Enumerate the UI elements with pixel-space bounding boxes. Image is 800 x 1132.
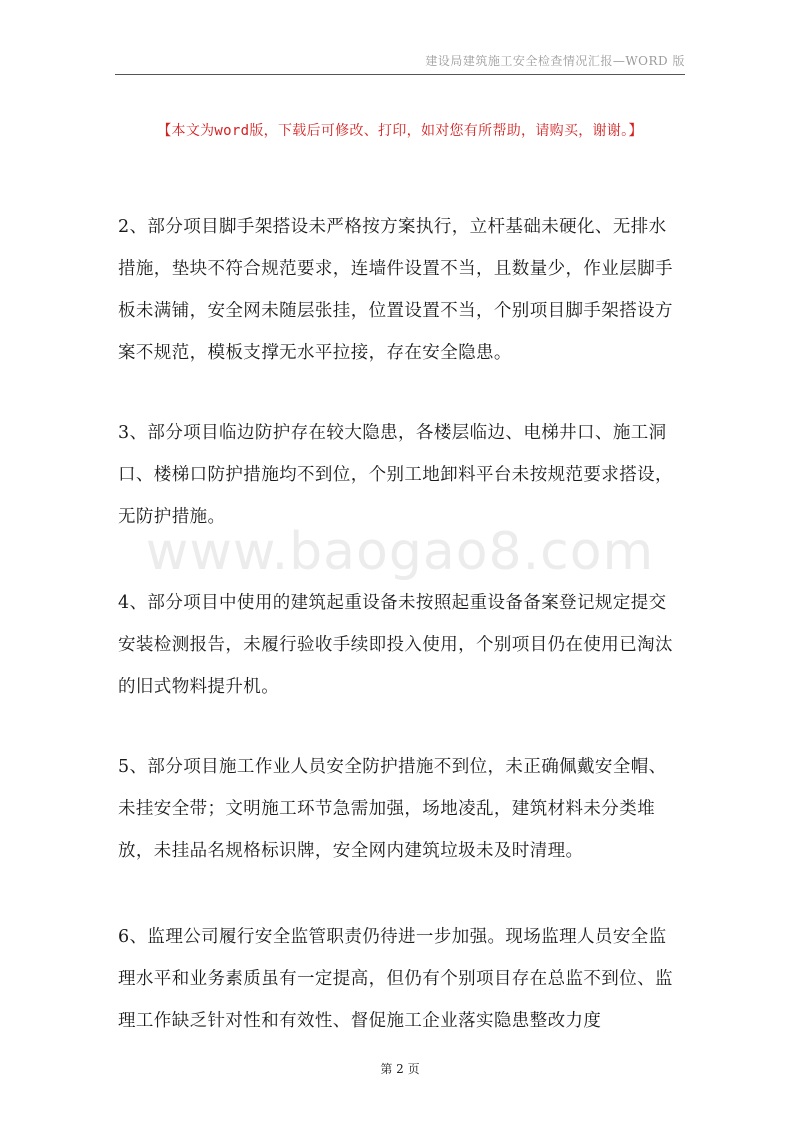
page-header bbox=[115, 52, 685, 75]
purchase-notice: 【本文为word版，下载后可修改、打印，如对您有所帮助，请购买，谢谢。】 bbox=[157, 123, 643, 139]
paragraph-item-2: 2、部分项目脚手架搭设未严格按方案执行，立杆基础未硬化、无排水措施，垫块不符合规范要求，连墙件设置不当，且数量少，作业层脚手板未满铺，安全网未随层张挂，位置设置不当，个别项目脚手架搭设方案不规范，模板支撑无水平拉接，存在安全隐患。 bbox=[118, 217, 673, 363]
watermark: www.baogao8.com bbox=[145, 522, 655, 582]
paragraph-item-5: 5、部分项目施工作业人员安全防护措施不到位，未正确佩戴安全帽、未挂安全带；文明施工环节急需加强，场地凌乱，建筑材料未分类堆放，未挂品名规格标识牌，安全网内建筑垃圾未及时清理。 bbox=[118, 757, 667, 861]
paragraph-item-6: 6、监理公司履行安全监管职责仍待进一步加强。现场监理人员安全监理水平和业务素质虽有一定提高，但仍有个别项目存在总监不到位、监理工作缺乏针对性和有效性、督促施工企业落实隐患整改力度 bbox=[118, 927, 673, 1031]
document-title: 建设局建筑施工安全检查情况汇报—WORD 版 bbox=[425, 54, 685, 68]
paragraph-item-4: 4、部分项目中使用的建筑起重设备未按照起重设备备案登记规定提交安装检测报告，未履行验收手续即投入使用，个别项目仍在使用已淘汰的旧式物料提升机。 bbox=[118, 593, 673, 697]
page-number: 第 2 页 bbox=[380, 1062, 420, 1076]
paragraph-item-3: 3、部分项目临边防护存在较大隐患，各楼层临边、电梯井口、施工洞口、楼梯口防护措施均不到位，个别工地卸料平台未按规范要求搭设，无防护措施。 bbox=[118, 423, 673, 527]
